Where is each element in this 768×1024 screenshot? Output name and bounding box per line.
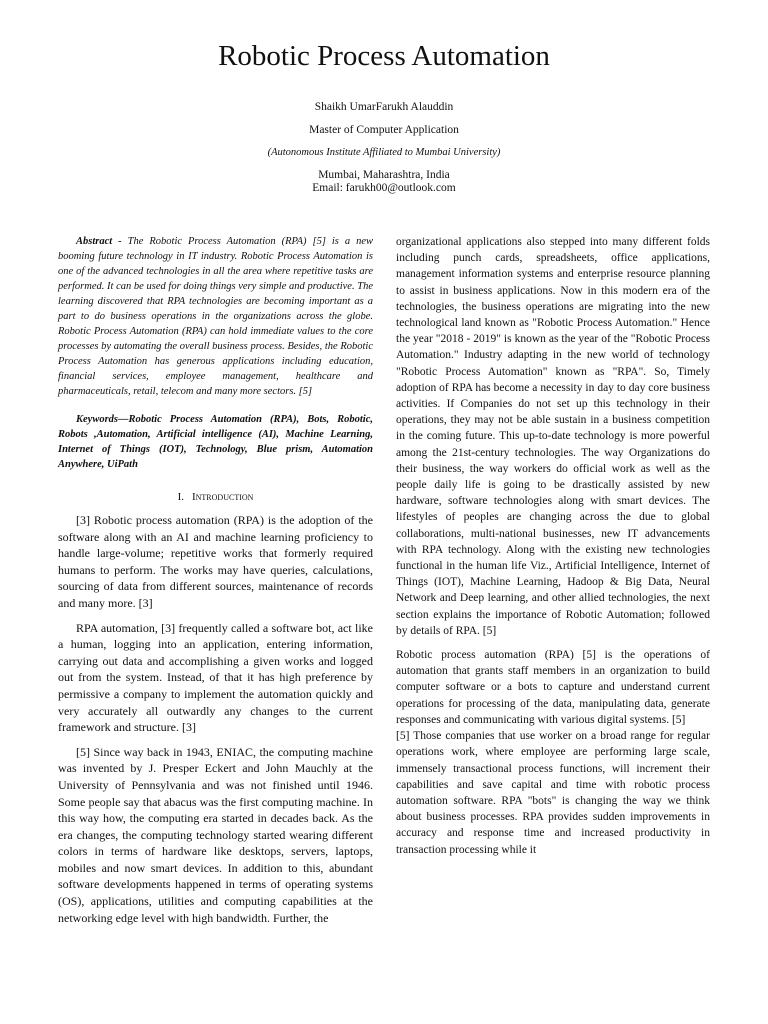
body-paragraph: Robotic process automation (RPA) [5] is the operations of automation that grants staff members in an organization to build computer software or a bots to capture and understand current operations for processing of the data, manipulating data, generate responses and communicating with various digital systems. [5] — [396, 649, 710, 726]
author-institute: (Autonomous Institute Affiliated to Mumbai University) — [267, 147, 501, 158]
body-paragraph: [3] Robotic process automation (RPA) is the adoption of the software along with an AI and machine learning proficiency to handle large-volume; repetitive works that formerly required humans to perform. The works may have queries, calculations, sourcing of data from different sources, maintenance of records and many more. [3] — [58, 513, 373, 610]
section-title: Introduction — [191, 491, 254, 503]
author-location: Mumbai, Maharashtra, India — [318, 169, 450, 181]
section-number: I. — [177, 491, 184, 503]
author-degree: Master of Computer Application — [309, 124, 459, 136]
left-column — [58, 234, 373, 934]
body-paragraph: organizational applications also stepped into many different folds including punch cards, spreadsheets, office applications, management information systems and enterprise resource planning to assist in business applications. Now in this modern era of the technologies, the business operations are migrating into the new technological land known as "Robotic Process Automation." Hence the year "2018 - 2019" is known as the year of the "Robotic Process Automation." Industry adapting in the new world of technology "Robotic Process Automation" known as "RPA". So, Timely adoption of RPA has become a necessity in day to day core business activities. If Companies do not set up this technology in their operations, they may not be able sustain in a business competition in the coming future. This up-to-date technology is more powerful among the 21st-century technologies. The way Organizations do their business, the way workers do official work as well as the people daily life is going to be drastically assisted by new hardware, software technologies along with smart devices. The lifestyles of peoples are changing across the due to global collaborations, multi-national businesses, new IT advancements with RPA technology. Along with the existing new technologies functional in the human life Viz., Artificial Intelligence, Internet of Things (IOT), Machine Learning, Hadoop & Big Data, Neural Network and Deep learning, and other allied technologies, the next section explains the importance of Robotic Automation; followed by details of RPA. [5] — [396, 236, 710, 637]
paper-title: Robotic Process Automation — [218, 40, 550, 72]
author-name: Shaikh UmarFarukh Alauddin — [314, 101, 454, 113]
body-paragraph: [5] Since way back in 1943, ENIAC, the computing machine was invented by J. Presper Eckert and John Mauchly at the University of Pennsylvania and was not finished until 1946. Some people say that abacus was the first computing machine. In this way how, the computing era started in decades back. As the era changes, the computing technology started wearing different colors in terms of hardware like desktops, servers, laptops, mobiles and now smart devices. In addition to this, abundant software developments happened in terms of operating systems (OS), applications, utilities and computing capabilities at the networking edge level with high bandwidth. Further, the — [58, 744, 373, 925]
right-column — [396, 234, 710, 866]
body-paragraph: [5] Those companies that use worker on a broad range for regular operations work, where employee are performing large scale, immensely transactional process functions, will increment their capabilities and save capital and time with robotic process automation software. RPA "bots" is changing the way we think about business processes. RPA provides sudden improvements in accuracy and response time and increased productivity in transaction processing while it — [396, 730, 710, 856]
abstract-lead: Abstract - — [76, 236, 122, 247]
body-paragraph: RPA automation, [3] frequently called a software bot, act like a human, logging into an application, entering information, carrying out data and accomplishing a given works and logged out from the system. Instead, of that it has high preference by permissive a company to implement the automation quickly and very accurately all outwardly any changes to the current framework and structure. [3] — [58, 620, 373, 735]
abstract-text: The Robotic Process Automation (RPA) [5] is a new booming future technology in IT industry. Robotic Process Automation is one of the advanced technologies in all the area where repetitive tasks are performed. It can be used for doing things very simple and productive. The learning discovered that RPA technologies are becoming important as a part to do business operations in the organizations across the globe. Robotic Process Automation (RPA) can hold immediate values to the core processes by automating the overall business process. Besides, the Robotic Process Automation has generous applications including education, financial services, employee management, healthcare and pharmaceuticals, retail, telecom and many more sectors. [5] — [58, 236, 374, 397]
author-email[interactable]: Email: farukh00@outlook.com — [312, 182, 456, 194]
keywords: Keywords—Robotic Process Automation (RPA), Bots, Robotic, Robots ,Automation, Artificial intelligence (AI), Machine Learning, Internet of Things (IOT), Technology, Blue prism, Automation Anywhere, UiPath — [58, 414, 373, 470]
section-heading-introduction — [58, 490, 373, 504]
abstract — [58, 234, 373, 399]
